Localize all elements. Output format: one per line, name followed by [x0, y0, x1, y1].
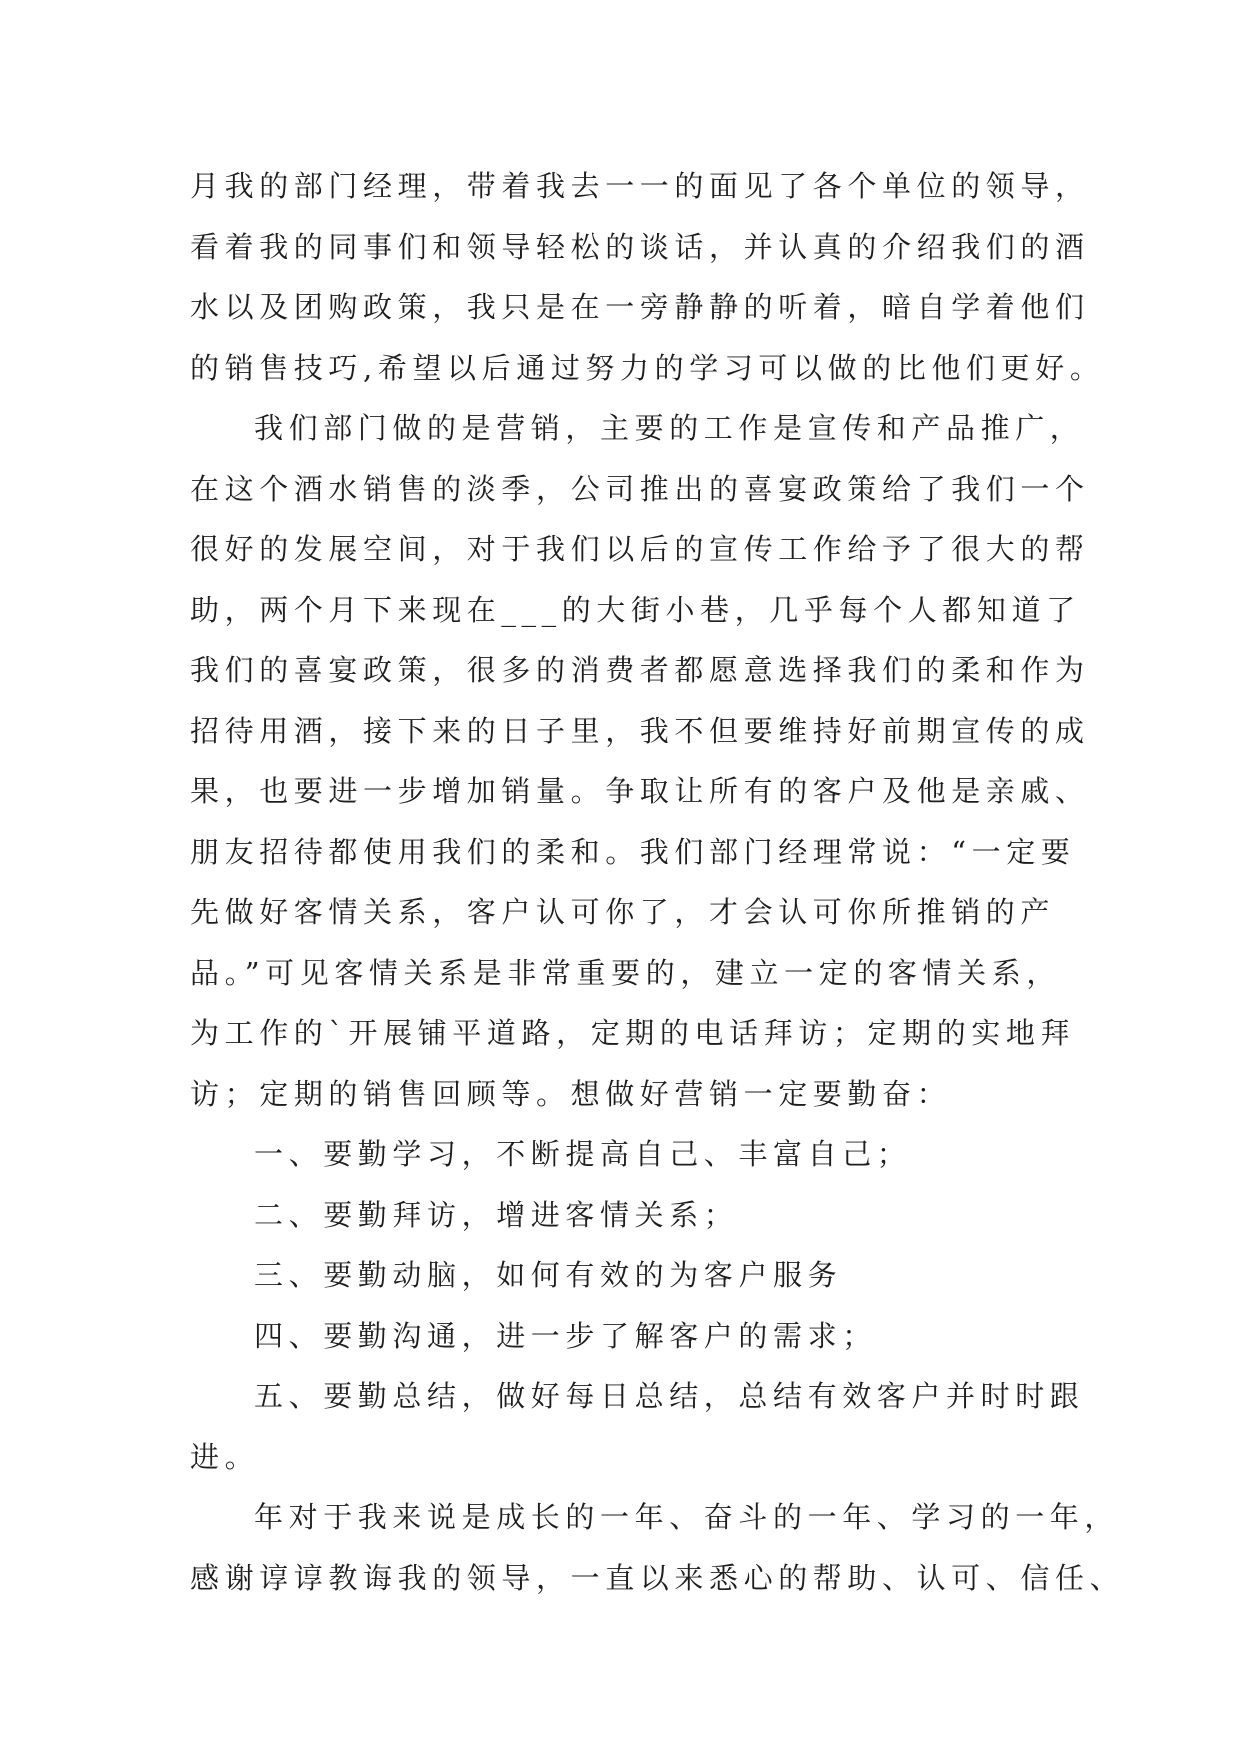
text-line: 月我的部门经理，带着我去一一的面见了各个单位的领导， — [190, 169, 1090, 203]
text-line: 访；定期的销售回顾等。想做好营销一定要勤奋： — [190, 1076, 952, 1111]
text-line: 水以及团购政策，我只是在一旁静静的听着，暗自学着他们 — [190, 290, 1090, 324]
text-line: 招待用酒，接下来的日子里，我不但要维持好前期宣传的成 — [190, 713, 1090, 748]
document-body — [190, 156, 1125, 1608]
text-line: 感谢谆谆教诲我的领导，一直以来悉心的帮助、认可、信任、 — [190, 1560, 1125, 1595]
text-line: 我们的喜宴政策，很多的消费者都愿意选择我们的柔和作为 — [190, 653, 1090, 687]
text-line: 看着我的同事们和领导轻松的谈话，并认真的介绍我们的酒 — [190, 229, 1090, 264]
list-item: 五、要勤总结，做好每日总结，总结有效客户并时时跟 — [254, 1379, 1085, 1413]
text-line: 朋友招待都使用我们的柔和。我们部门经理常说：“一定要 — [190, 834, 1076, 869]
text-line: 的销售技巧,希望以后通过努力的学习可以做的比他们更好。 — [190, 350, 1105, 385]
text-line: 我们部门做的是营销，主要的工作是宣传和产品推广， — [254, 411, 1085, 445]
text-line: 先做好客情关系，客户认可你了，才会认可你所推销的产 — [190, 895, 1056, 929]
text-line: 品。”可见客情关系是非常重要的，建立一定的客情关系， — [190, 955, 1061, 990]
text-line: 果，也要进一步增加销量。争取让所有的客户及他是亲戚、 — [190, 774, 1090, 808]
text-line: 年对于我来说是成长的一年、奋斗的一年、学习的一年， — [254, 1500, 1120, 1534]
list-item: 一、要勤学习，不断提高自己、丰富自己； — [254, 1137, 912, 1171]
text-line: 为工作的`开展铺平道路，定期的电话拜访；定期的实地拜 — [190, 1016, 1076, 1050]
text-line: 助，两个月下来现在___的大街小巷，几乎每个人都知道了 — [190, 592, 1081, 627]
text-line: 在这个酒水销售的淡季，公司推出的喜宴政策给了我们一个 — [190, 471, 1090, 506]
text-line: 很好的发展空间，对于我们以后的宣传工作给予了很大的帮 — [190, 532, 1090, 566]
list-item: 三、要勤动脑，如何有效的为客户服务 — [254, 1258, 843, 1292]
text-line: 进。 — [190, 1439, 260, 1474]
list-item: 二、要勤拜访，增进客情关系； — [254, 1197, 739, 1232]
list-item: 四、要勤沟通，进一步了解客户的需求； — [254, 1318, 877, 1353]
